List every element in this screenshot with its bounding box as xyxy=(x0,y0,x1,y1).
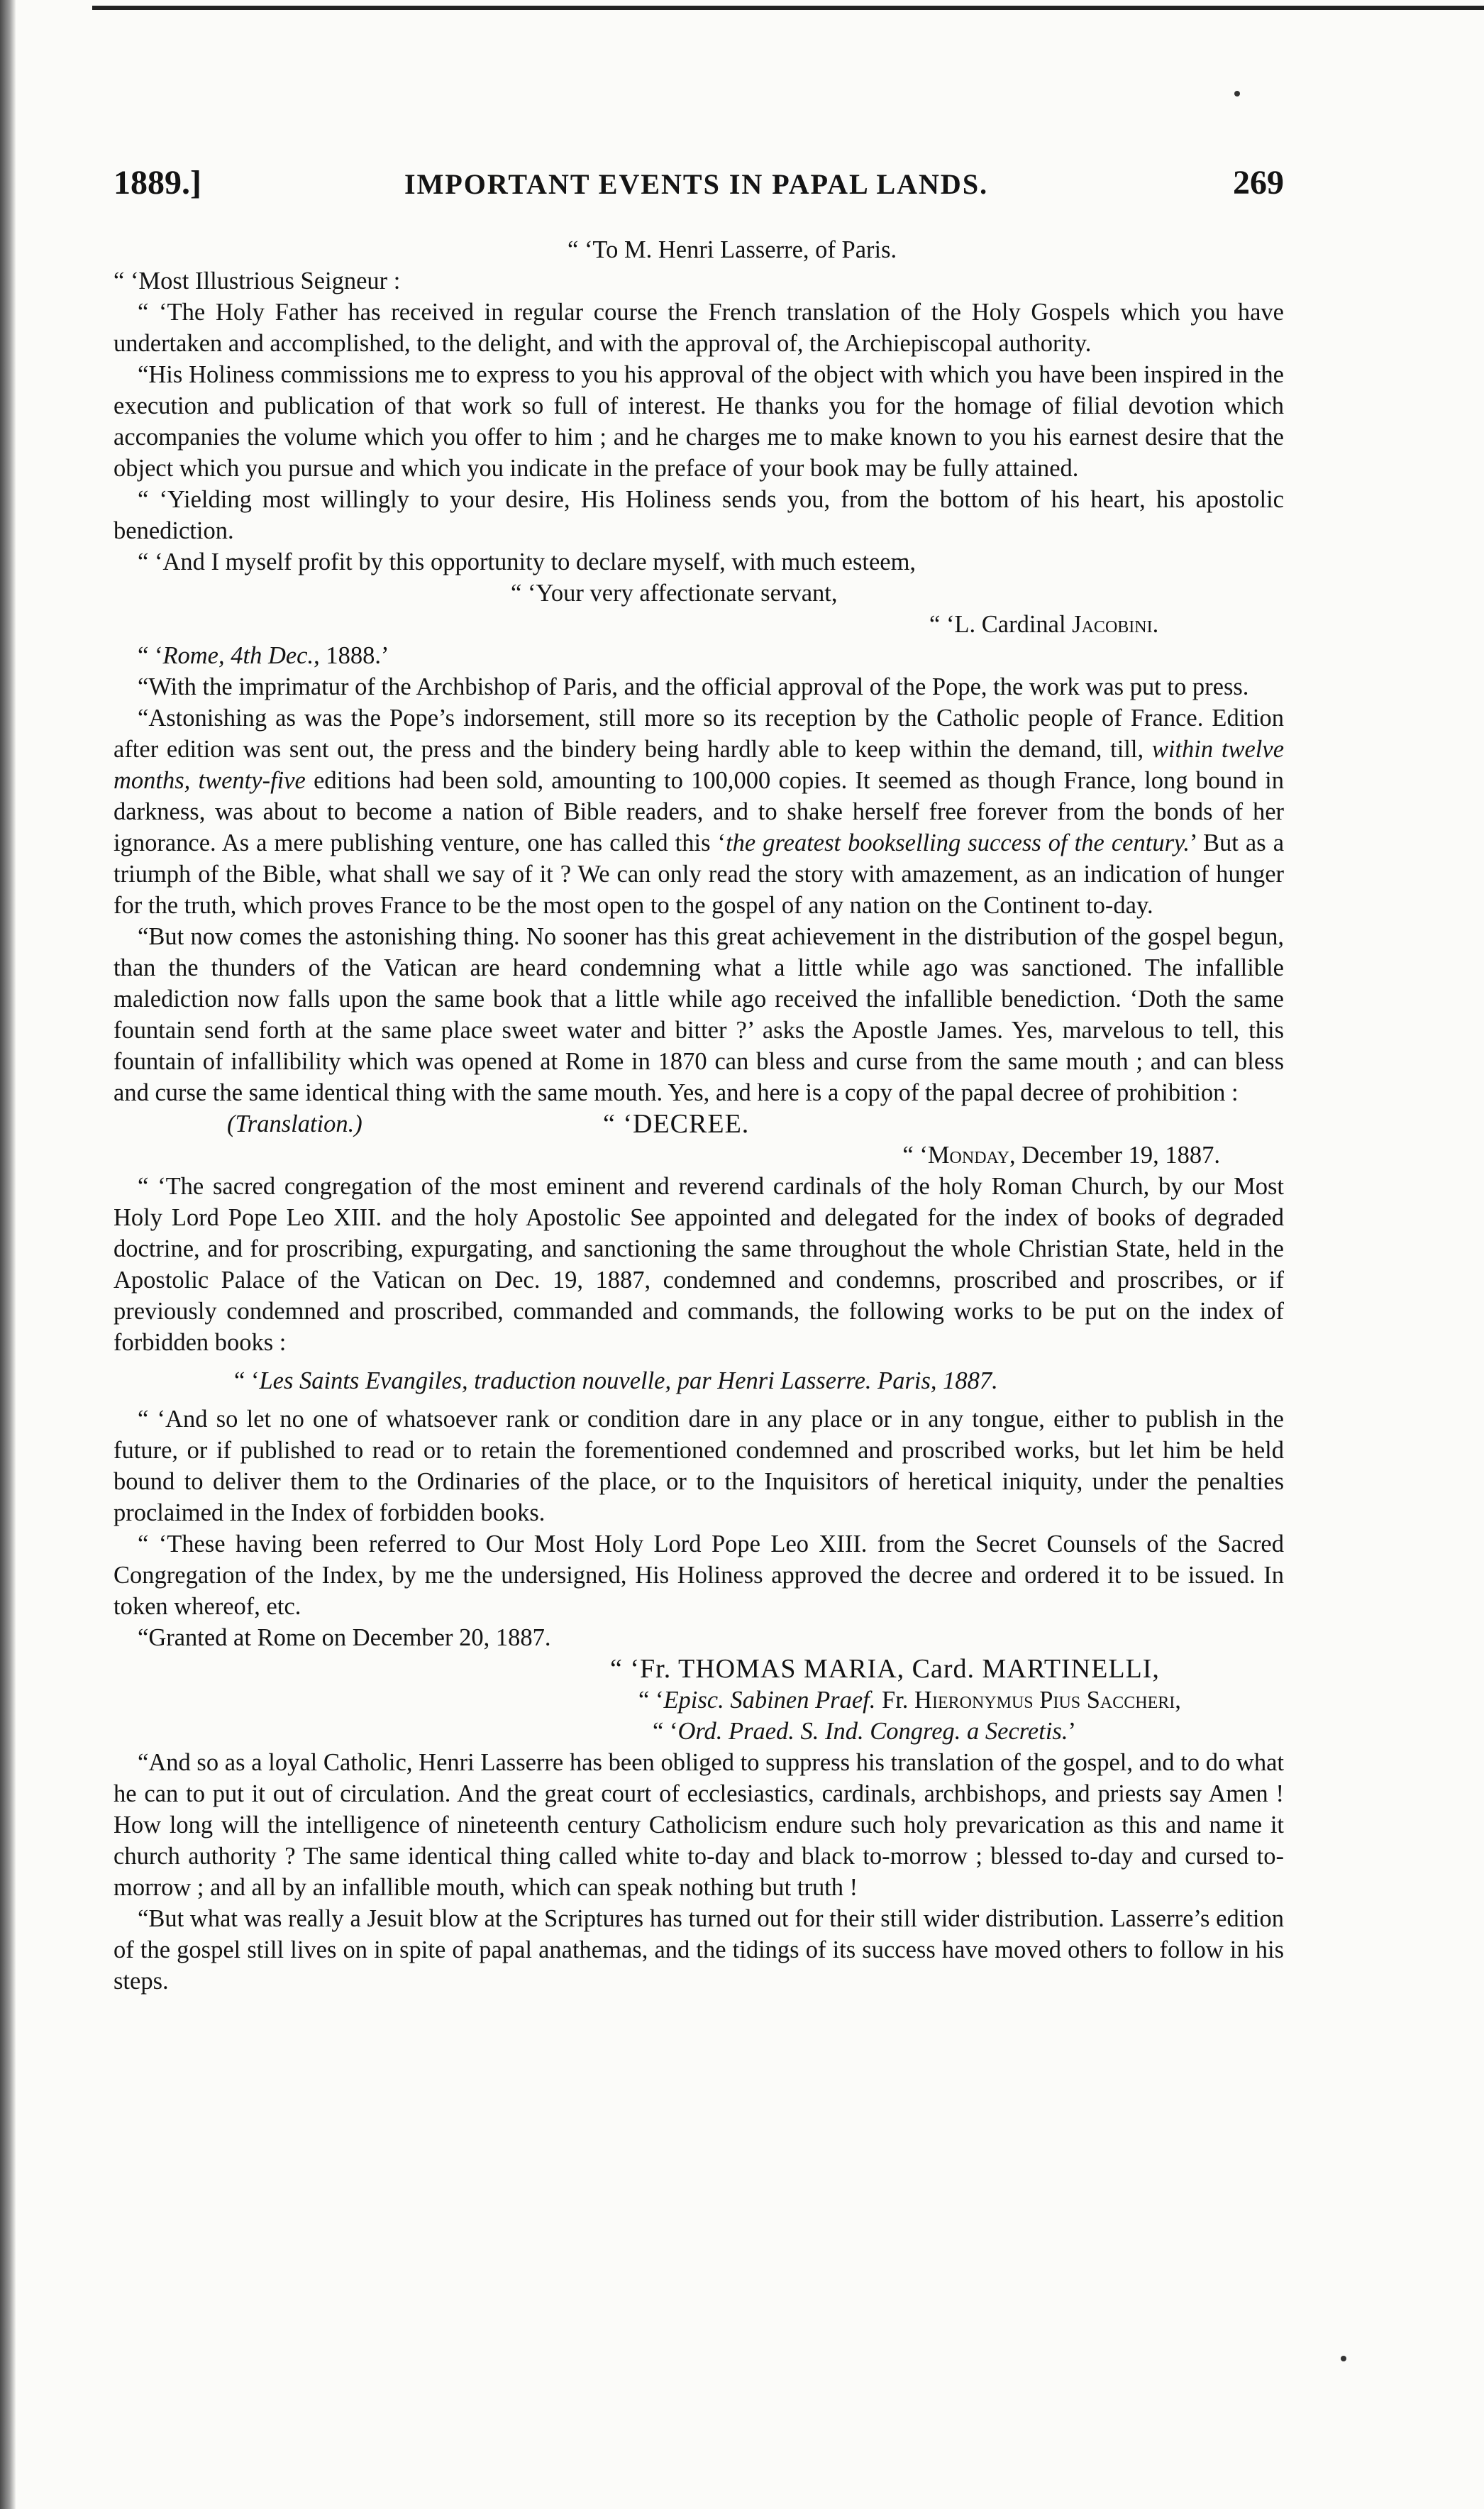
decree-title: “ ‘DECREE. xyxy=(603,1109,750,1139)
header-year: 1889.] xyxy=(113,164,201,202)
paragraph: “ ‘The sacred congregation of the most eminent and reverend cardinals of the holy Roman Church, by our Most Holy Lord Pope Leo XIII. and the holy Apostolic See appointed and delegated for the index of books of degraded doctrine, and for proscribing, expurgating, and sanctioning the same throughout the whole Christian State, held in the Apostolic Palace of the Vatican on Dec. 19, 1887, condemned and condemns, proscribed and proscribes, or if previously condemned and proscribed, commanded and commands, the following works to be put on the index of forbidden books : xyxy=(113,1173,1284,1356)
decree-granted: “Granted at Rome on December 20, 1887. xyxy=(138,1624,551,1651)
paragraph: “But now comes the astonishing thing. No sooner has this great achievement in the distribution of the gospel begun, than the thunders of the Vatican are heard condemning what a little while ago was sanctioned. The infallible malediction now falls upon the same book that a little while ago received the infallible benediction. ‘Doth the same fountain send forth at the same place sweet water and bitter ?’ asks the Apostle James. Yes, marvelous to tell, this fountain of infallibility which was opened at Rome in 1870 can bless and curse from the same mouth ; and can bless and curse the same identical thing with the same mouth. Yes, and here is a copy of the papal decree of prohibition : xyxy=(113,923,1284,1106)
page-edge-shadow xyxy=(0,0,16,2509)
sig-title: Episc. Sabinen Praef. xyxy=(663,1687,876,1714)
running-header xyxy=(113,163,1284,206)
text-run: “Astonishing as was the Pope’s indorsement, still more so its reception by the Catholic people of France. Edition after edition was sent out, the press and the bindery being hardly able to keep within the demand, till, xyxy=(113,705,1284,763)
top-rule xyxy=(92,6,1484,10)
paragraph: “ ‘Yielding most willingly to your desire, His Holiness sends you, from the bottom of his heart, his apostolic benediction. xyxy=(113,486,1284,544)
signature-name: Jacobini. xyxy=(1072,611,1159,638)
italic-run: the greatest bookselling success of the century. xyxy=(726,829,1190,856)
page-body xyxy=(113,234,1284,1997)
signature-prefix: “ ‘L. Cardinal xyxy=(929,611,1073,638)
letter-closing: “ ‘Your very affectionate servant, xyxy=(511,580,838,607)
sig-name: Hieronymus Pius Saccheri, xyxy=(914,1687,1181,1714)
decree-signature xyxy=(113,1716,1284,1747)
decree-signature: “ ‘Fr. THOMAS MARIA, Card. MARTINELLI, xyxy=(610,1654,1160,1684)
header-title: IMPORTANT EVENTS IN PAPAL LANDS. xyxy=(404,168,989,200)
speck xyxy=(1234,91,1240,96)
book-title: Les Saints Evangiles, traduction nouvelle, par Henri Lasserre. Paris, 1887. xyxy=(259,1367,998,1394)
paragraph: “But what was really a Jesuit blow at the Scriptures has turned out for their still wider distribution. Lasserre’s edition of the gospel still lives on in spite of papal anathemas, and the tidings of its success have moved others to follow in his steps. xyxy=(113,1905,1284,1995)
sig-prefix: “ ‘ xyxy=(638,1687,664,1714)
book-prefix: “ ‘ xyxy=(234,1367,260,1394)
page-number: 269 xyxy=(1233,164,1284,202)
condemned-book xyxy=(113,1358,1284,1404)
paragraph: “His Holiness commissions me to express to you his approval of the object with which you have been inspired in the execution and publication of that work so full of interest. He thanks you for the homage of filial devotion which accompanies the volume which you offer to him ; and he charges me to make known to you his earnest desire that the object which you pursue and which you indicate in the preface of your book may be fully attained. xyxy=(113,361,1284,482)
dateline-place: Rome, 4th Dec. xyxy=(162,642,314,669)
decree-date xyxy=(113,1140,1284,1171)
text-run: ’ But as a triumph of the Bible, what shall we say of it ? We can only read the story with amazement, as an indication of hunger for the truth, which proves France to be the most open to the gospel of any nation on the Continent to-day. xyxy=(113,829,1285,919)
letter-dateline xyxy=(113,640,1284,671)
date-prefix: “ ‘ xyxy=(902,1142,928,1169)
decree-signature xyxy=(113,1684,1284,1716)
sig-mid: Fr. xyxy=(875,1687,915,1714)
date-rest: , December 19, 1887. xyxy=(1009,1142,1220,1169)
paragraph: “With the imprimatur of the Archbishop of Paris, and the official approval of the Pope, the work was put to press. xyxy=(138,673,1249,700)
letter-address: “ ‘To M. Henri Lasserre, of Paris. xyxy=(567,236,897,263)
sig-prefix: “ ‘ xyxy=(653,1718,678,1745)
paragraph xyxy=(113,702,1284,921)
paragraph: “And so as a loyal Catholic, Henri Lasserre has been obliged to suppress his translation of the gospel, and to do what he can to put it out of circulation. And the great court of ecclesiastics, cardinals, archbishops, and priests say Amen ! How long will the intelligence of nineteenth century Catholicism endure such holy prevarication as this and name it church authority ? The same identical thing called white to-day and black to-morrow ; blessed to-day and cursed to-morrow ; and all by an infallible mouth, which can speak nothing but truth ! xyxy=(113,1749,1284,1901)
letter-signature xyxy=(113,609,1284,640)
dateline-year: , 1888.’ xyxy=(314,642,389,669)
date-day: Monday xyxy=(927,1142,1009,1169)
paragraph: “ ‘And I myself profit by this opportunity to declare myself, with much esteem, xyxy=(138,548,917,575)
speck xyxy=(1341,2356,1346,2361)
sig-title: Ord. Praed. S. Ind. Congreg. a Secretis. xyxy=(677,1718,1068,1745)
paragraph: “ ‘The Holy Father has received in regular course the French translation of the Holy Gospels which you have undertaken and accomplished, to the delight, and with the approval of, the Archiepiscopal authority. xyxy=(113,299,1284,357)
letter-salutation: “ ‘Most Illustrious Seigneur : xyxy=(113,268,401,294)
translation-note: (Translation.) xyxy=(227,1110,362,1137)
text-run: editions had been sold, amounting to 100,000 copies. It seemed as though France, long bound in darkness, was about to become a nation of Bible readers, and to shake herself free forever from the bonds of her ignorance. As a mere publishing venture, one has called this ‘ xyxy=(113,767,1284,856)
sig-suffix: ’ xyxy=(1068,1718,1076,1745)
italic-run: within twelve months, twenty-five xyxy=(113,736,1285,794)
paragraph: “ ‘These having been referred to Our Most Holy Lord Pope Leo XIII. from the Secret Counsels of the Sacred Congregation of the Index, by me the undersigned, His Holiness approved the decree and ordered it to be issued. In token whereof, etc. xyxy=(113,1531,1284,1620)
dateline-prefix: “ ‘ xyxy=(138,642,163,669)
paragraph: “ ‘And so let no one of whatsoever rank or condition dare in any place or in any tongue, either to publish in the future, or if published to read or to retain the forementioned condemned and proscribed works, but let him be held bound to deliver them to the Ordinaries of the place, or to the Inquisitors of heretical iniquity, under the penalties proclaimed in the Index of forbidden books. xyxy=(113,1406,1284,1526)
